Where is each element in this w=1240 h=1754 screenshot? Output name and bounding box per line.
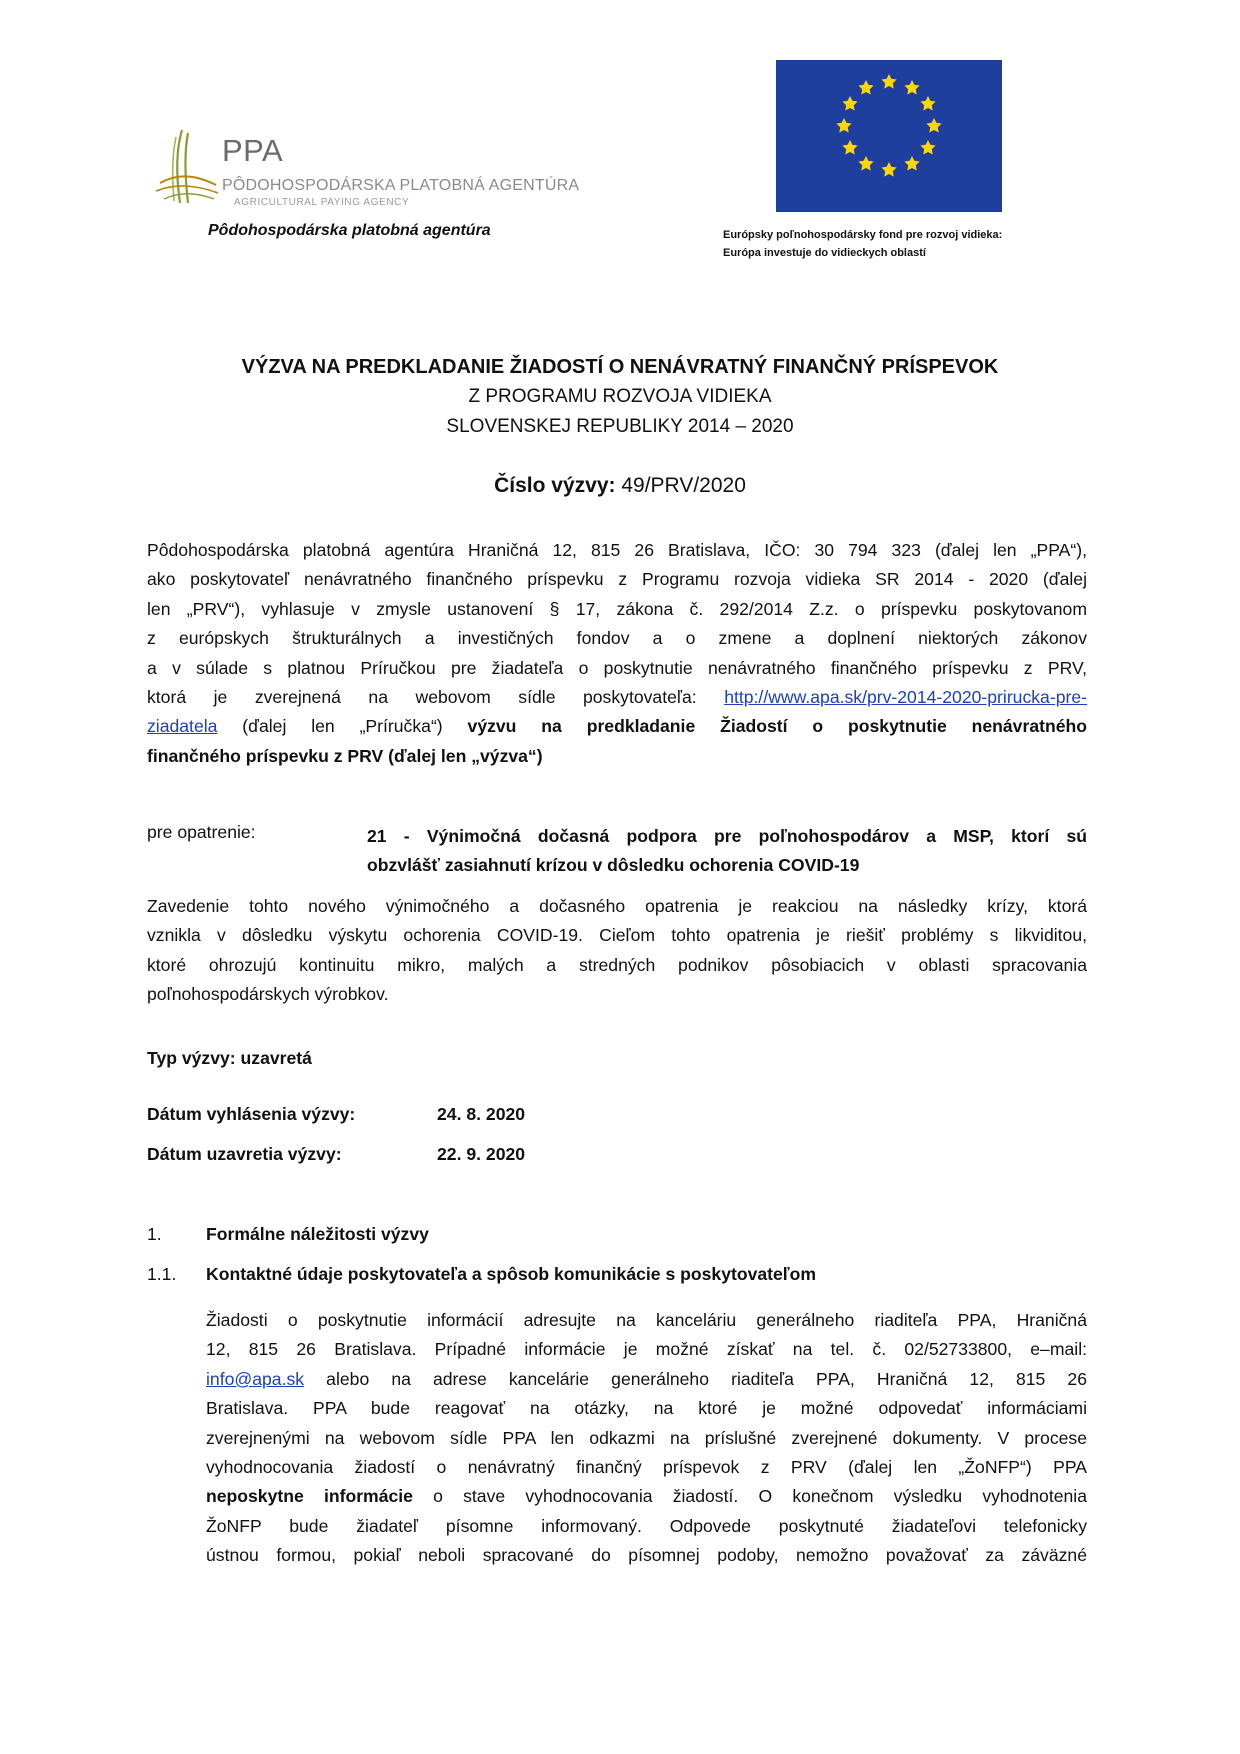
title-line: SLOVENSKEJ REPUBLIKY 2014 – 2020 bbox=[446, 416, 794, 437]
call-number bbox=[0, 474, 1240, 498]
measure-text bbox=[367, 822, 1087, 881]
contact-paragraph bbox=[206, 1306, 1087, 1571]
handbook-link-continued[interactable]: ziadatela bbox=[147, 716, 218, 737]
close-date-label: Dátum uzavretia výzvy: bbox=[147, 1144, 342, 1164]
title-line: Z PROGRAMU ROZVOJA VIDIEKA bbox=[468, 386, 772, 407]
contact-line-text: o stave vyhodnocovania žiadostí. O konečnom výsledku vyhodnotenia bbox=[412, 1486, 1087, 1507]
contact-line: 12, 815 26 Bratislava. Prípadné informácie je možné získať na tel. č. 02/52733800, e–mail: bbox=[206, 1339, 1087, 1360]
intro-paragraph bbox=[147, 536, 1087, 771]
contact-line: ŽoNFP bude žiadateľ písomne informovaný. Odpovede poskytnuté žiadateľovi telefonicky bbox=[206, 1515, 1087, 1536]
measure-line: 21 - Výnimočná dočasná podpora pre poľnohospodárov a MSP, ktorí sú bbox=[367, 826, 1087, 846]
ppa-caption: Pôdohospodárska platobná agentúra bbox=[208, 222, 491, 239]
contact-line: Bratislava. PPA bude reagovať na otázky, na ktoré je možné odpovedať informáciami bbox=[206, 1398, 1087, 1419]
contact-line: vyhodnocovania žiadostí o nenávratný finančný príspevok z PRV (ďalej len „ŽoNFP“) PPA bbox=[206, 1457, 1087, 1478]
subsection-title: Kontaktné údaje poskytovateľa a spôsob komunikácie s poskytovateľom bbox=[206, 1264, 816, 1284]
eu-stars-icon bbox=[776, 60, 1002, 212]
call-number-label: Číslo výzvy: bbox=[494, 474, 616, 497]
close-date-value: 22. 9. 2020 bbox=[437, 1144, 526, 1164]
call-number-value: 49/PRV/2020 bbox=[621, 474, 746, 497]
announce-date-value: 24. 8. 2020 bbox=[437, 1104, 526, 1124]
eu-caption bbox=[723, 226, 1002, 262]
measure-line: obzvlášť zasiahnutí krízou v dôsledku ochorenia COVID-19 bbox=[367, 855, 860, 876]
handbook-link[interactable]: http://www.apa.sk/prv-2014-2020-prirucka-pre- bbox=[724, 687, 1087, 708]
measure-label: pre opatrenie: bbox=[147, 822, 256, 842]
ppa-logo bbox=[152, 125, 592, 208]
section-title: Formálne náležitosti výzvy bbox=[206, 1224, 429, 1244]
ppa-logo-abbr: PPA bbox=[222, 133, 284, 168]
eu-caption-line: Európa investuje do vidieckych oblastí bbox=[723, 247, 926, 259]
contact-line-bold: neposkytne informácie bbox=[206, 1486, 413, 1507]
email-link[interactable]: info@apa.sk bbox=[206, 1368, 305, 1389]
ppa-logo-full-name: PÔDOHOSPODÁRSKA PLATOBNÁ AGENTÚRA bbox=[222, 177, 580, 194]
call-type: Typ výzvy: uzavretá bbox=[147, 1048, 312, 1068]
intro-line: a v súlade s platnou Príručkou pre žiadateľa o poskytnutie nenávratného finančného príspevku z PRV, bbox=[147, 657, 1087, 678]
intro-line bbox=[147, 712, 1087, 741]
intro-line: finančného príspevku z PRV (ďalej len „výzva“) bbox=[147, 745, 543, 766]
intro-line bbox=[147, 683, 1087, 712]
contact-line bbox=[206, 1482, 1087, 1511]
contact-line bbox=[206, 1365, 1087, 1394]
description-line: ktoré ohrozujú kontinuitu mikro, malých a stredných podnikov pôsobiacich v oblasti spracovania bbox=[147, 954, 1087, 975]
subsection-number: 1.1. bbox=[147, 1264, 177, 1284]
section-number: 1. bbox=[147, 1224, 162, 1244]
eu-caption-line: Európsky poľnohospodársky fond pre rozvoj vidieka: bbox=[723, 229, 1003, 241]
intro-line: z európskych štrukturálnych a investičných fondov a o zmene a doplnení niektorých zákonov bbox=[147, 628, 1087, 649]
description-line: poľnohospodárskych výrobkov. bbox=[147, 984, 389, 1005]
ppa-wheat-icon bbox=[152, 125, 222, 205]
intro-line: ako poskytovateľ nenávratného finančného príspevku z Programu rozvoja vidieka SR 2014 - 2020 (ďalej bbox=[147, 569, 1087, 590]
intro-line-text: (ďalej len „Príručka“) bbox=[217, 716, 468, 737]
contact-line-text: alebo na adrese kancelárie generálneho riaditeľa PPA, Hraničná 12, 815 26 bbox=[304, 1368, 1087, 1389]
intro-line: Pôdohospodárska platobná agentúra Hraničná 12, 815 26 Bratislava, IČO: 30 794 323 (ďalej len „PPA“), bbox=[147, 540, 1087, 560]
eu-flag bbox=[776, 60, 1002, 212]
ppa-logo-english-name: AGRICULTURAL PAYING AGENCY bbox=[234, 197, 410, 208]
document-title bbox=[0, 352, 1240, 442]
contact-line: ústnou formou, pokiaľ neboli spracované do písomnej podoby, nemožno považovať za záväzné bbox=[206, 1545, 1087, 1566]
announce-date-label: Dátum vyhlásenia výzvy: bbox=[147, 1104, 356, 1124]
intro-line-bold: výzvu na predkladanie Žiadostí o poskytnutie nenávratného bbox=[467, 716, 1087, 737]
description-paragraph bbox=[147, 892, 1087, 1010]
intro-line-text: ktorá je zverejnená na webovom sídle poskytovateľa: bbox=[147, 687, 697, 708]
description-line: Zavedenie tohto nového výnimočného a dočasného opatrenia je reakciou na následky krízy, ktorá bbox=[147, 896, 1087, 916]
description-line: vznikla v dôsledku výskytu ochorenia COVID-19. Cieľom tohto opatrenia je riešiť problémy s likviditou, bbox=[147, 925, 1087, 946]
intro-line: len „PRV“), vyhlasuje v zmysle ustanovení § 17, zákona č. 292/2014 Z.z. o príspevku poskytovanom bbox=[147, 598, 1087, 619]
contact-line: zverejnenými na webovom sídle PPA len odkazmi na príslušné zverejnené dokumenty. V procese bbox=[206, 1427, 1087, 1448]
title-line: VÝZVA NA PREDKLADANIE ŽIADOSTÍ O NENÁVRATNÝ FINANČNÝ PRÍSPEVOK bbox=[241, 356, 999, 378]
contact-line: Žiadosti o poskytnutie informácií adresujte na kanceláriu generálneho riaditeľa PPA, Hraničná bbox=[206, 1310, 1087, 1330]
